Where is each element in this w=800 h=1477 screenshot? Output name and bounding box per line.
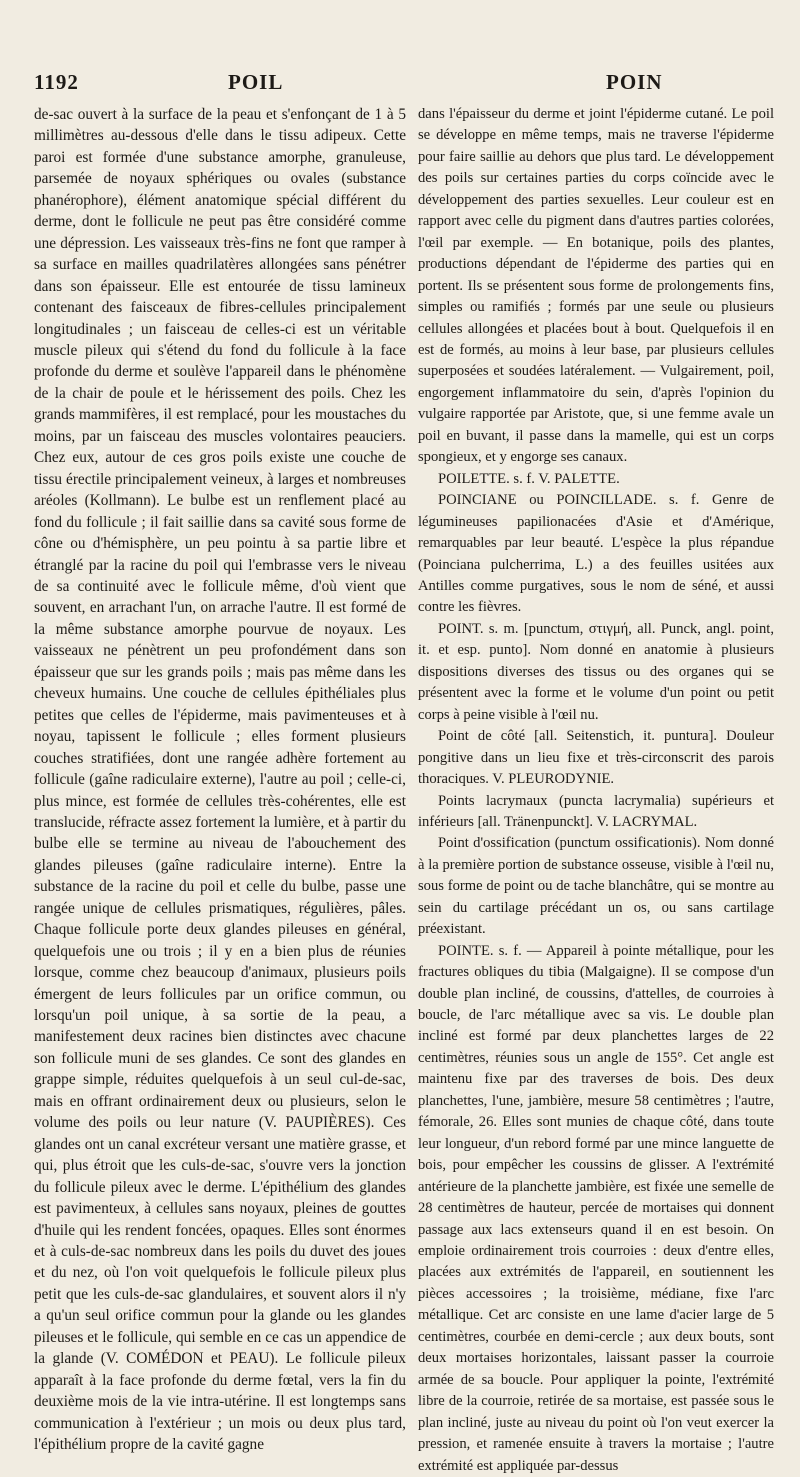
running-head-left: POIL — [228, 70, 284, 94]
page-header — [30, 70, 770, 96]
right-paragraph-continuation: dans l'épaisseur du derme et joint l'épiderme cutané. Le poil se développe en même temps, mais ne traverse l'épiderme pour faire saillie au dehors que plus tard. Le développement des poils sur certaines parties du corps coïncide avec le développement des parties sexuelles. Leur couleur est en rapport avec celle du pigment dans d'autres parties colorées, l'œil par exemple. — En botanique, poils des plantes, productions dépendant de l'épiderme des parties qui en portent. Ils se présentent sous forme de prolongements fins, simples ou ramifiés ; formés par une seule ou plusieurs cellules allongées et placées bout à bout. Quelquefois il en est de formés, au moins à leur base, par plusieurs cellules superposées et soudées latéralement. — Vulgairement, poil, engorgement inflammatoire du sein, d'après l'opinion du vulgaire rapportée par Aristote, que, si une femme avale un poil en buvant, il passe dans la mamelle, qui est un corps spongieux, et y engorge ses canaux. — [418, 106, 774, 466]
entry-poilette: POILETTE. s. f. V. PALETTE. — [438, 470, 620, 487]
running-head-right: POIN — [606, 70, 663, 94]
entry-points-lacrymaux: Points lacrymaux (puncta lacrymalia) supérieurs et inférieurs [all. Tränenpunckt]. V. LACRYMAL. — [418, 792, 774, 830]
right-column — [418, 104, 774, 1477]
entry-poinciane: POINCIANE ou POINCILLADE. s. f. Genre de légumineuses papilionacées d'Asie et d'Amérique, remarquables par leur beauté. L'espèce la plus répandue (Poinciana pulcherrima, L.) a des feuilles usitées aux Antilles comme purgatives, sous le nom de séné, et aussi contre les fièvres. — [418, 492, 774, 616]
left-paragraph: de-sac ouvert à la surface de la peau et s'enfonçant de 1 à 5 millimètres au-dessous d'elle dans le tissu adipeux. Cette paroi est formée d'une substance amorphe, granuleuse, parsemée de noyaux sphériques ou ovales (substance phanérophore), élément anatomique spécial différent du derme, dont le follicule ne peut pas être considéré comme une dépression. Les vaisseaux très-fins ne font que ramper à sa surface en mailles quadrilatères allongées sans pénétrer dans son épaisseur. Elle est entourée de tissu lamineux contenant des faisceaux de fibres-cellules principalement longitudinales ; un faisceau de celles-ci est un véritable muscle pileux qui s'étend du fond du follicule à la face profonde du derme et soulève l'appareil dans le phénomène de la chair de poule et le hérissement des poils. Chez les grands mammifères, il est remplacé, pour les moustaches du moins, par un faisceau des muscles volontaires peauciers. Chez eux, autour de ces gros poils existe une couche de tissu érectile principalement veineux, à larges et nombreuses aréoles (Kollmann). Le bulbe est un renflement placé au fond du follicule ; il fait saillie dans sa cavité sous forme de cône ou d'hémisphère, un peu pointu à sa partie libre et étranglé par la racine du poil qui l'embrasse vers le niveau de sa continuité avec le follicule même, d'où vient que souvent, en arrachant l'un, on arrache l'autre. Il est formé de la même substance amorphe pourvue de noyaux. Les vaisseaux ne pénètrent un peu profondément dans son épaisseur que sur les grands poils ; mais pas même dans les cheveux humains. Une couche de cellules épithéliales plus petites que celles de l'épiderme, mais pavimenteuses et à noyau, tapissent le follicule ; elles forment plusieurs couches stratifiées, dont une rangée adhère fortement au follicule (gaîne radiculaire externe), l'autre au poil ; celle-ci, plus mince, est formée de cellules très-cohérentes, elle est translucide, réfracte assez fortement la lumière, et à partir du bulbe elle se termine au niveau de l'abouchement des glandes pileuses (gaîne radiculaire interne). Entre la substance de la racine du poil et celle du bulbe, passe une rangée unique de cellules prismatiques, régulières, pâles. Chaque follicule porte deux glandes pileuses en général, quelquefois une ou trois ; il y en a bien plus de réunies lorsque, comme chez beaucoup d'animaux, plusieurs poils émergent de leurs follicules par un orifice commun, ou lorsqu'un poil unique, à sa sortie de la peau, a manifestement deux racines bien distinctes avec chacune son follicule muni de ses glandes. Ce sont des glandes en grappe simple, réduites quelquefois à un seul cul-de-sac, mais en offrant ordinairement deux ou plusieurs, selon le volume des poils ou leur nature (V. PAUPIÈRES). Ces glandes ont un canal excréteur versant une matière grasse, et qui, plus étroit que les culs-de-sac, s'ouvre vers la jonction du follicule pileux avec le derme. L'épithélium des glandes est pavimenteux, à cellules sans noyaux, pleines de gouttes d'huile qui les rendent foncées, opaques. Elles sont énormes et à culs-de-sac nombreux dans les poils du duvet des joues et du nez, où l'on voit quelquefois le follicule pileux plus petit que les culs-de-sac glandulaires, et souvent alors il n'y a qu'un seul orifice commun pour la glande ou les glandes pileuses et le follicule, qui semble en ce cas un appendice de la glande (V. COMÉDON et PEAU). Le follicule pileux apparaît à la face profonde du derme fœtal, vers la fin du deuxième mois de la vie intra-utérine. Il est longtemps sans communication à l'extérieur ; un mois ou deux plus tard, l'épithélium propre de la cavité gagne — [34, 106, 406, 1454]
left-column — [34, 104, 406, 1456]
entry-point-de-cote: Point de côté [all. Seitenstich, it. puntura]. Douleur pongitive dans un lieu fixe et très-circonscrit des parois thoraciques. V. PLEURODYNIE. — [418, 728, 774, 788]
entry-pointe: POINTE. s. f. — Appareil à pointe métallique, pour les fractures obliques du tibia (Malgaigne). Il se compose d'un double plan incliné, de coussins, d'attelles, de courroies à boucle, de l'arc métallique avec sa vis. Le double plan incliné est formé par deux planchettes larges de 22 centimètres, réunies sous un angle de 155°. Cet angle est maintenu fixe par des traverses de bois. Des deux planchettes, l'une, jambière, mesure 58 centimètres ; l'autre, fémorale, 26. Elles sont munies de chaque côté, dans toute leur longueur, d'un rebord formé par une mince languette de bois, pour empêcher les coussins de glisser. A l'extrémité antérieure de la planchette jambière, est fixée une semelle de 28 centimètres de hauteur, percée de mortaises qui donnent passage aux lacs extenseurs quand il en est besoin. On emploie ordinairement trois courroies : deux d'entre elles, placées aux extrémités de l'appareil, en soutiennent les pièces accessoires ; la troisième, médiane, fixe l'arc métallique. Cet arc consiste en une lame d'acier large de 5 centimètres, courbée en demi-cercle ; aux deux bouts, sont deux mortaises horizontales, laissant passer la courroie armée de sa boucle. Pour appliquer la pointe, l'extrémité libre de la courroie, retirée de sa mortaise, est passée sous le plan incliné, juste au niveau du point où l'on veut exercer la pression, et ramenée ensuite à travers la mortaise ; l'autre extrémité est appliquée par-dessus — [418, 942, 774, 1474]
page-number: 1192 — [34, 70, 79, 94]
entry-point: POINT. s. m. [punctum, στιγμή, all. Punck, angl. point, it. et esp. punto]. Nom donné en anatomie à plusieurs dispositions diverses des tissus ou des organes qui se présentent avec la forme et le volume d'un point ou petit corps à peine visible à l'œil nu. — [418, 620, 774, 723]
entry-point-ossification: Point d'ossification (punctum ossificationis). Nom donné à la première portion de substance osseuse, visible à l'œil nu, sous forme de point ou de tache blanchâtre, qui se montre au sein du cartilage précédant un os, ou sans cartilage préexistant. — [418, 835, 774, 938]
